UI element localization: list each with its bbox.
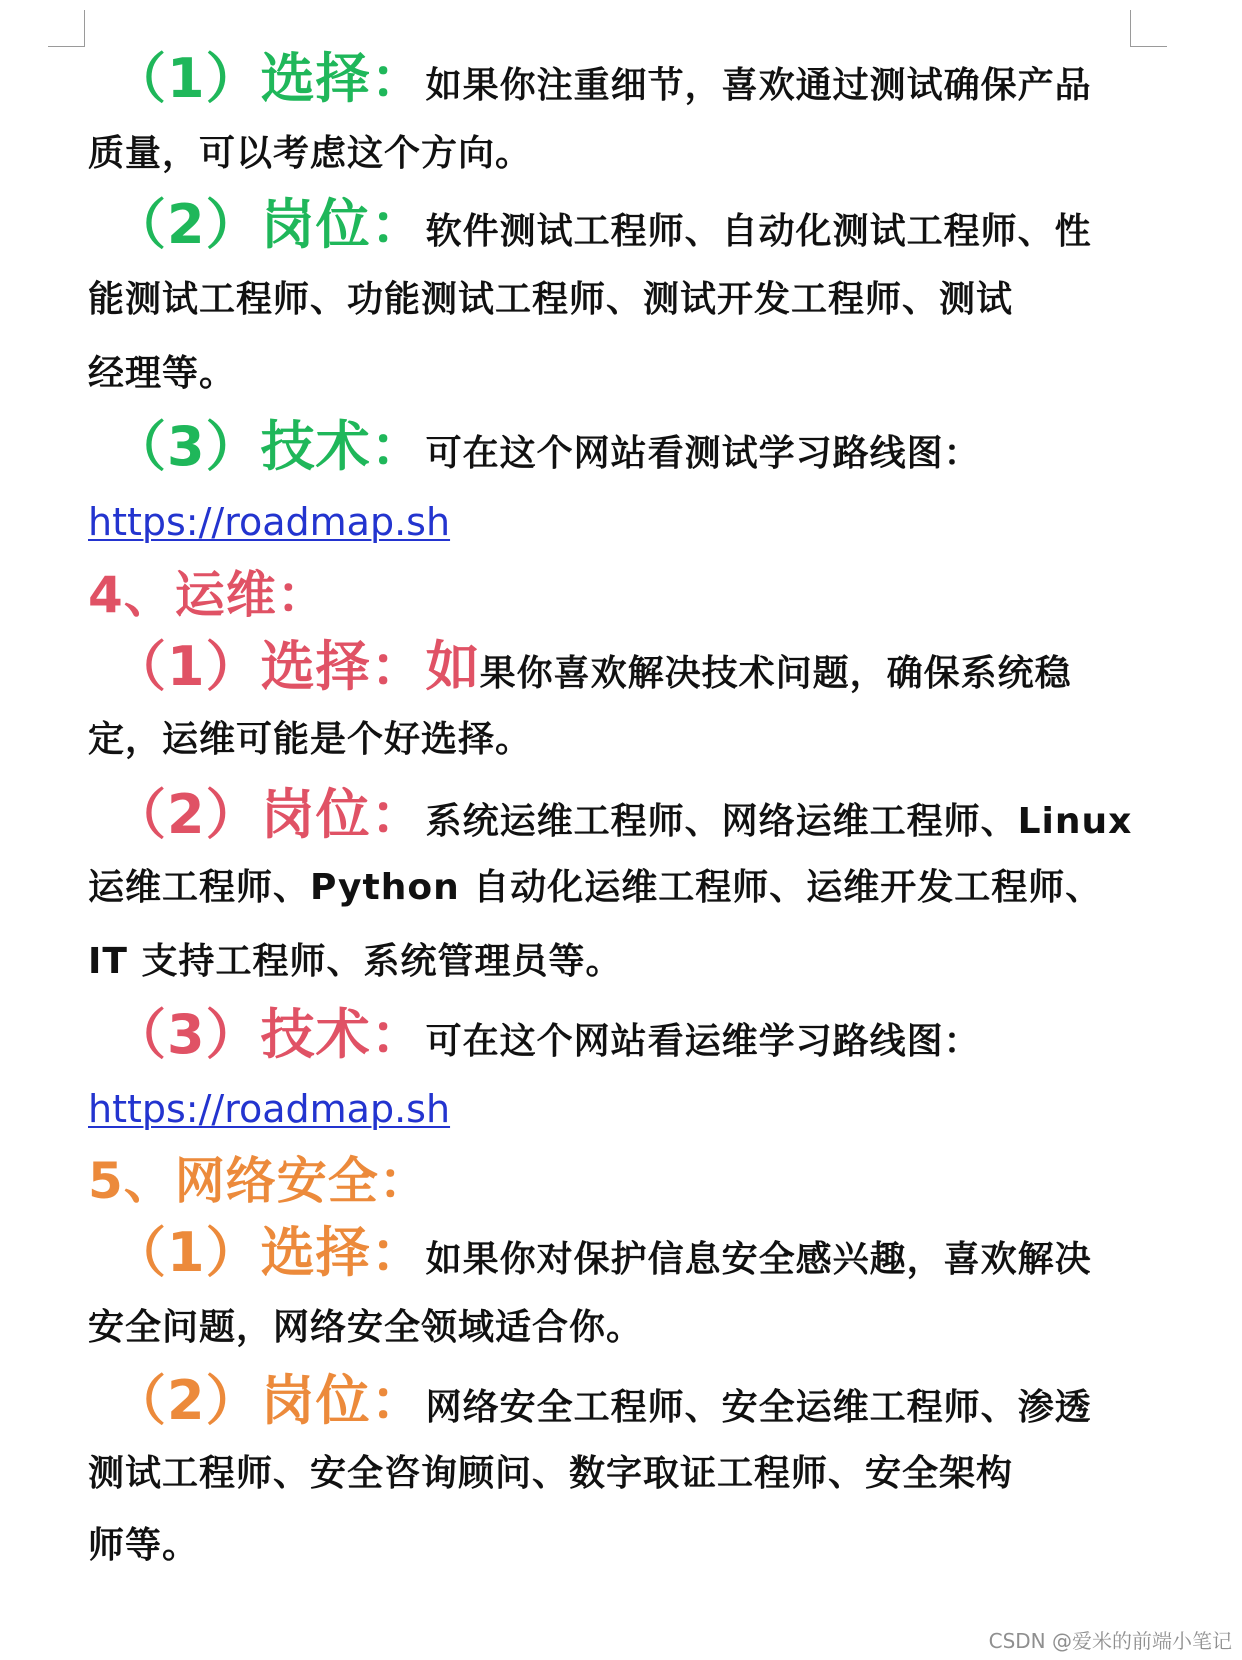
- s4-jobs-cont2: IT 支持工程师、系统管理员等。: [88, 941, 623, 982]
- s3-tech-line: [112, 415, 981, 478]
- s3-jobs-cont1: 能测试工程师、功能测试工程师、测试开发工程师、测试: [88, 279, 1014, 320]
- s5-choice-cont: 安全问题，网络安全领域适合你。: [88, 1307, 644, 1348]
- s4-choice-line: [112, 635, 1072, 698]
- s4-title: 4、运维：: [88, 566, 328, 624]
- s4-jobs-label: （2）岗位：: [112, 783, 426, 846]
- s4-jobs-line: [112, 783, 1133, 846]
- s4-jobs-text: 系统运维工程师、网络运维工程师、Linux: [425, 801, 1133, 842]
- s5-title: 5、网络安全：: [88, 1152, 430, 1210]
- page-corner-mark-left: [48, 10, 85, 47]
- s4-choice-first-char: 如: [425, 635, 480, 698]
- s3-jobs-line: [112, 193, 1092, 256]
- s3-choice-cont: 质量，可以考虑这个方向。: [88, 133, 533, 174]
- s3-roadmap-link[interactable]: https://roadmap.sh: [88, 500, 451, 544]
- s4-tech-label: （3）技术：: [112, 1003, 426, 1066]
- s5-choice-label: （1）选择：: [112, 1221, 426, 1284]
- s3-jobs-cont2: 经理等。: [88, 353, 237, 394]
- s3-jobs-text: 软件测试工程师、自动化测试工程师、性: [425, 211, 1092, 252]
- s5-jobs-label: （2）岗位：: [112, 1369, 426, 1432]
- s5-jobs-text: 网络安全工程师、安全运维工程师、渗透: [425, 1387, 1092, 1428]
- s3-choice-line: [112, 47, 1092, 110]
- s5-choice-text: 如果你对保护信息安全感兴趣，喜欢解决: [425, 1239, 1092, 1280]
- s5-choice-line: [112, 1221, 1092, 1284]
- s3-choice-text: 如果你注重细节，喜欢通过测试确保产品: [425, 65, 1092, 106]
- s4-choice-cont: 定，运维可能是个好选择。: [88, 719, 533, 760]
- s4-tech-line: [112, 1003, 981, 1066]
- s4-choice-text: 果你喜欢解决技术问题，确保系统稳: [479, 653, 1072, 694]
- s5-jobs-cont1: 测试工程师、安全咨询顾问、数字取证工程师、安全架构: [88, 1453, 1014, 1494]
- s4-tech-text: 可在这个网站看运维学习路线图：: [425, 1021, 981, 1062]
- s4-roadmap-link[interactable]: https://roadmap.sh: [88, 1087, 451, 1131]
- s4-jobs-cont1: 运维工程师、Python 自动化运维工程师、运维开发工程师、: [88, 867, 1103, 908]
- s3-jobs-label: （2）岗位：: [112, 193, 426, 256]
- s4-choice-label: （1）选择：: [112, 635, 426, 698]
- page-corner-mark-right: [1130, 10, 1167, 47]
- s3-choice-label: （1）选择：: [112, 47, 426, 110]
- s3-tech-label: （3）技术：: [112, 415, 426, 478]
- csdn-watermark: CSDN @爱米的前端小笔记: [988, 1629, 1232, 1653]
- s5-jobs-line: [112, 1369, 1092, 1432]
- s3-tech-text: 可在这个网站看测试学习路线图：: [425, 433, 981, 474]
- s5-jobs-cont2: 师等。: [88, 1525, 200, 1566]
